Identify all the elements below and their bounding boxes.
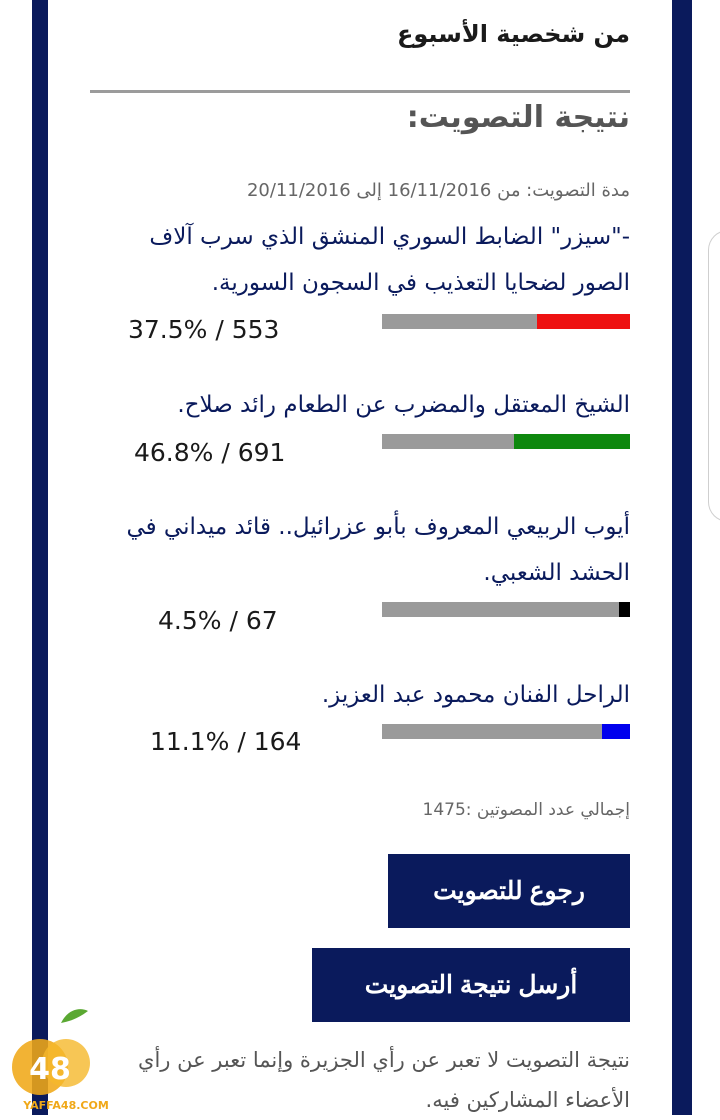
right-frame-border — [672, 0, 692, 1115]
left-frame-border — [32, 0, 48, 1115]
disclaimer-text: نتيجة التصويت لا تعبر عن رأي الجزيرة وإنما تعبر عن رأي الأعضاء المشاركين فيه. — [138, 1048, 630, 1112]
poll-option-text: أيوب الربيعي المعروف بأبو عزرائيل.. قائد ميداني في الحشد الشعبي. — [126, 514, 630, 586]
results-title: نتيجة التصويت: — [406, 100, 630, 135]
leaf-icon — [61, 1009, 88, 1023]
logo-site: YAFFA48.COM — [23, 1099, 109, 1112]
vote-count: 46.8% / 691 — [134, 438, 286, 467]
result-bar — [382, 314, 630, 329]
result-bar-fill — [514, 434, 630, 449]
send-result-button[interactable]: أرسل نتيجة التصويت — [312, 948, 630, 1022]
result-bar-fill — [537, 314, 630, 329]
vote-count: 11.1% / 164 — [150, 727, 302, 756]
result-bar — [382, 724, 630, 739]
vote-count: 4.5% / 67 — [158, 606, 278, 635]
result-bar — [382, 602, 630, 617]
yaffa48-logo — [6, 1005, 126, 1115]
screen-edge — [708, 230, 720, 522]
poll-results-panel — [48, 0, 672, 1115]
poll-option-text: الشيخ المعتقل والمضرب عن الطعام رائد صلاح. — [177, 392, 630, 418]
divider — [90, 90, 630, 93]
section-title: من شخصية الأسبوع — [396, 20, 630, 48]
poll-option-text: الراحل الفنان محمود عبد العزيز. — [321, 682, 630, 708]
vote-count: 37.5% / 553 — [128, 315, 280, 344]
logo-number: 48 — [29, 1052, 71, 1087]
voting-period: مدة التصويت: من 16/11/2016 إلى 20/11/2016 — [246, 180, 630, 201]
result-bar-fill — [602, 724, 630, 739]
back-to-vote-button[interactable]: رجوع للتصويت — [388, 854, 630, 928]
result-bar-fill — [619, 602, 630, 617]
total-voters: إجمالي عدد المصوتين :1475 — [422, 800, 630, 820]
poll-option-text: -"سيزر" الضابط السوري المنشق الذي سرب آلاف الصور لضحايا التعذيب في السجون السورية. — [149, 224, 630, 296]
result-bar — [382, 434, 630, 449]
